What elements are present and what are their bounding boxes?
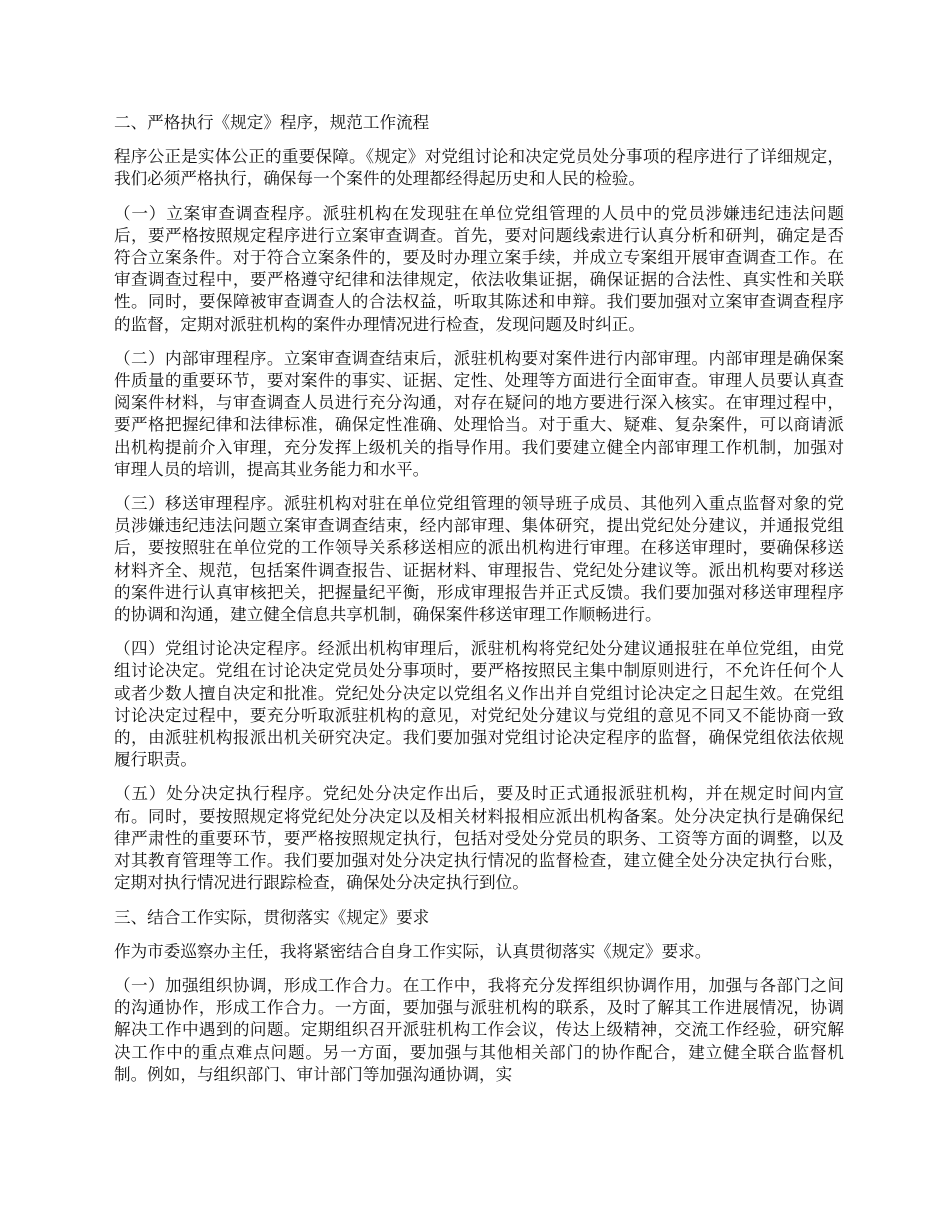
section-heading-2: 二、严格执行《规定》程序，规范工作流程 xyxy=(114,113,430,132)
paragraph-coordination: （一）加强组织协调，形成工作合力。在工作中，我将充分发挥组织协调作用，加强与各部门之间的沟通协作，形成工作合力。一方面，要加强与派驻机构的联系，及时了解其工作进展情况，协调解决工作中遇到的问题。定期组织召开派驻机构工作会议，传达上级精神，交流工作经验，研究解决工作中的重点难点问题。另一方面，要加强与其他相关部门的协作配合，建立健全联合监督机制。例如，与组织部门、审计部门等加强沟通协调，实 xyxy=(114,975,844,1084)
paragraph-intro-2: 程序公正是实体公正的重要保障。《规定》对党组讨论和决定党员处分事项的程序进行了详细规定，我们必须严格执行，确保每一个案件的处理都经得起历史和人民的检验。 xyxy=(114,147,844,189)
section-heading-3: 三、结合工作实际，贯彻落实《规定》要求 xyxy=(114,907,430,927)
paragraph-case-filing: （一）立案审查调查程序。派驻机构在发现驻在单位党组管理的人员中的党员涉嫌违纪违法问题后，要严格按照规定程序进行立案审查调查。首先，要对问题线索进行认真分析和研判，确定是否符合立案条件。对于符合立案条件的，要及时办理立案手续，并成立专案组开展审查调查工作。在审查调查过程中，要严格遵守纪律和法律规定，依法收集证据，确保证据的合法性、真实性和关联性。同时，要保障被审查调查人的合法权益，听取其陈述和申辩。我们要加强对立案审查调查程序的监督，定期对派驻机构的案件办理情况进行检查，发现问题及时纠正。 xyxy=(114,203,844,334)
document-body xyxy=(114,112,844,1098)
paragraph-intro-3: 作为市委巡察办主任，我将紧密结合自身工作实际，认真贯彻落实《规定》要求。 xyxy=(114,941,712,961)
paragraph-internal-review: （二）内部审理程序。立案审查调查结束后，派驻机构要对案件进行内部审理。内部审理是确保案件质量的重要环节，要对案件的事实、证据、定性、处理等方面进行全面审查。审理人员要认真查阅案件材料，与审查调查人员进行充分沟通，对存在疑问的地方要进行深入核实。在审理过程中，要严格把握纪律和法律标准，确保定性准确、处理恰当。对于重大、疑难、复杂案件，可以商请派出机构提前介入审理，充分发挥上级机关的指导作用。我们要建立健全内部审理工作机制，加强对审理人员的培训，提高其业务能力和水平。 xyxy=(114,348,844,479)
paragraph-transfer-review: （三）移送审理程序。派驻机构对驻在单位党组管理的领导班子成员、其他列入重点监督对象的党员涉嫌违纪违法问题立案审查调查结束，经内部审理、集体研究，提出党纪处分建议，并通报党组后，要按照驻在单位党的工作领导关系移送相应的派出机构进行审理。在移送审理时，要确保移送材料齐全、规范，包括案件调查报告、证据材料、审理报告、党纪处分建议等。派出机构要对移送的案件进行认真审核把关，把握量纪平衡，形成审理报告并正式反馈。我们要加强对移送审理程序的协调和沟通，建立健全信息共享机制，确保案件移送审理工作顺畅进行。 xyxy=(114,494,844,625)
paragraph-decision-execution: （五）处分决定执行程序。党纪处分决定作出后，要及时正式通报派驻机构，并在规定时间内宣布。同时，要按照规定将党纪处分决定以及相关材料报相应派出机构备案。处分决定执行是确保纪律严肃性的重要环节，要严格按照规定执行，包括对受处分党员的职务、工资等方面的调整，以及对其教育管理等工作。我们要加强对处分决定执行情况的监督检查，建立健全处分决定执行台账，定期对执行情况进行跟踪检查，确保处分决定执行到位。 xyxy=(114,784,844,893)
paragraph-party-group-decision: （四）党组讨论决定程序。经派出机构审理后，派驻机构将党纪处分建议通报驻在单位党组，由党组讨论决定。党组在讨论决定党员处分事项时，要严格按照民主集中制原则进行，不允许任何个人或者少数人擅自决定和批准。党纪处分决定以党组名义作出并自党组讨论决定之日起生效。在党组讨论决定过程中，要充分听取派驻机构的意见，对党纪处分建议与党组的意见不同又不能协商一致的，由派驻机构报派出机关研究决定。我们要加强对党组讨论决定程序的监督，确保党组依法依规履行职责。 xyxy=(114,639,844,770)
